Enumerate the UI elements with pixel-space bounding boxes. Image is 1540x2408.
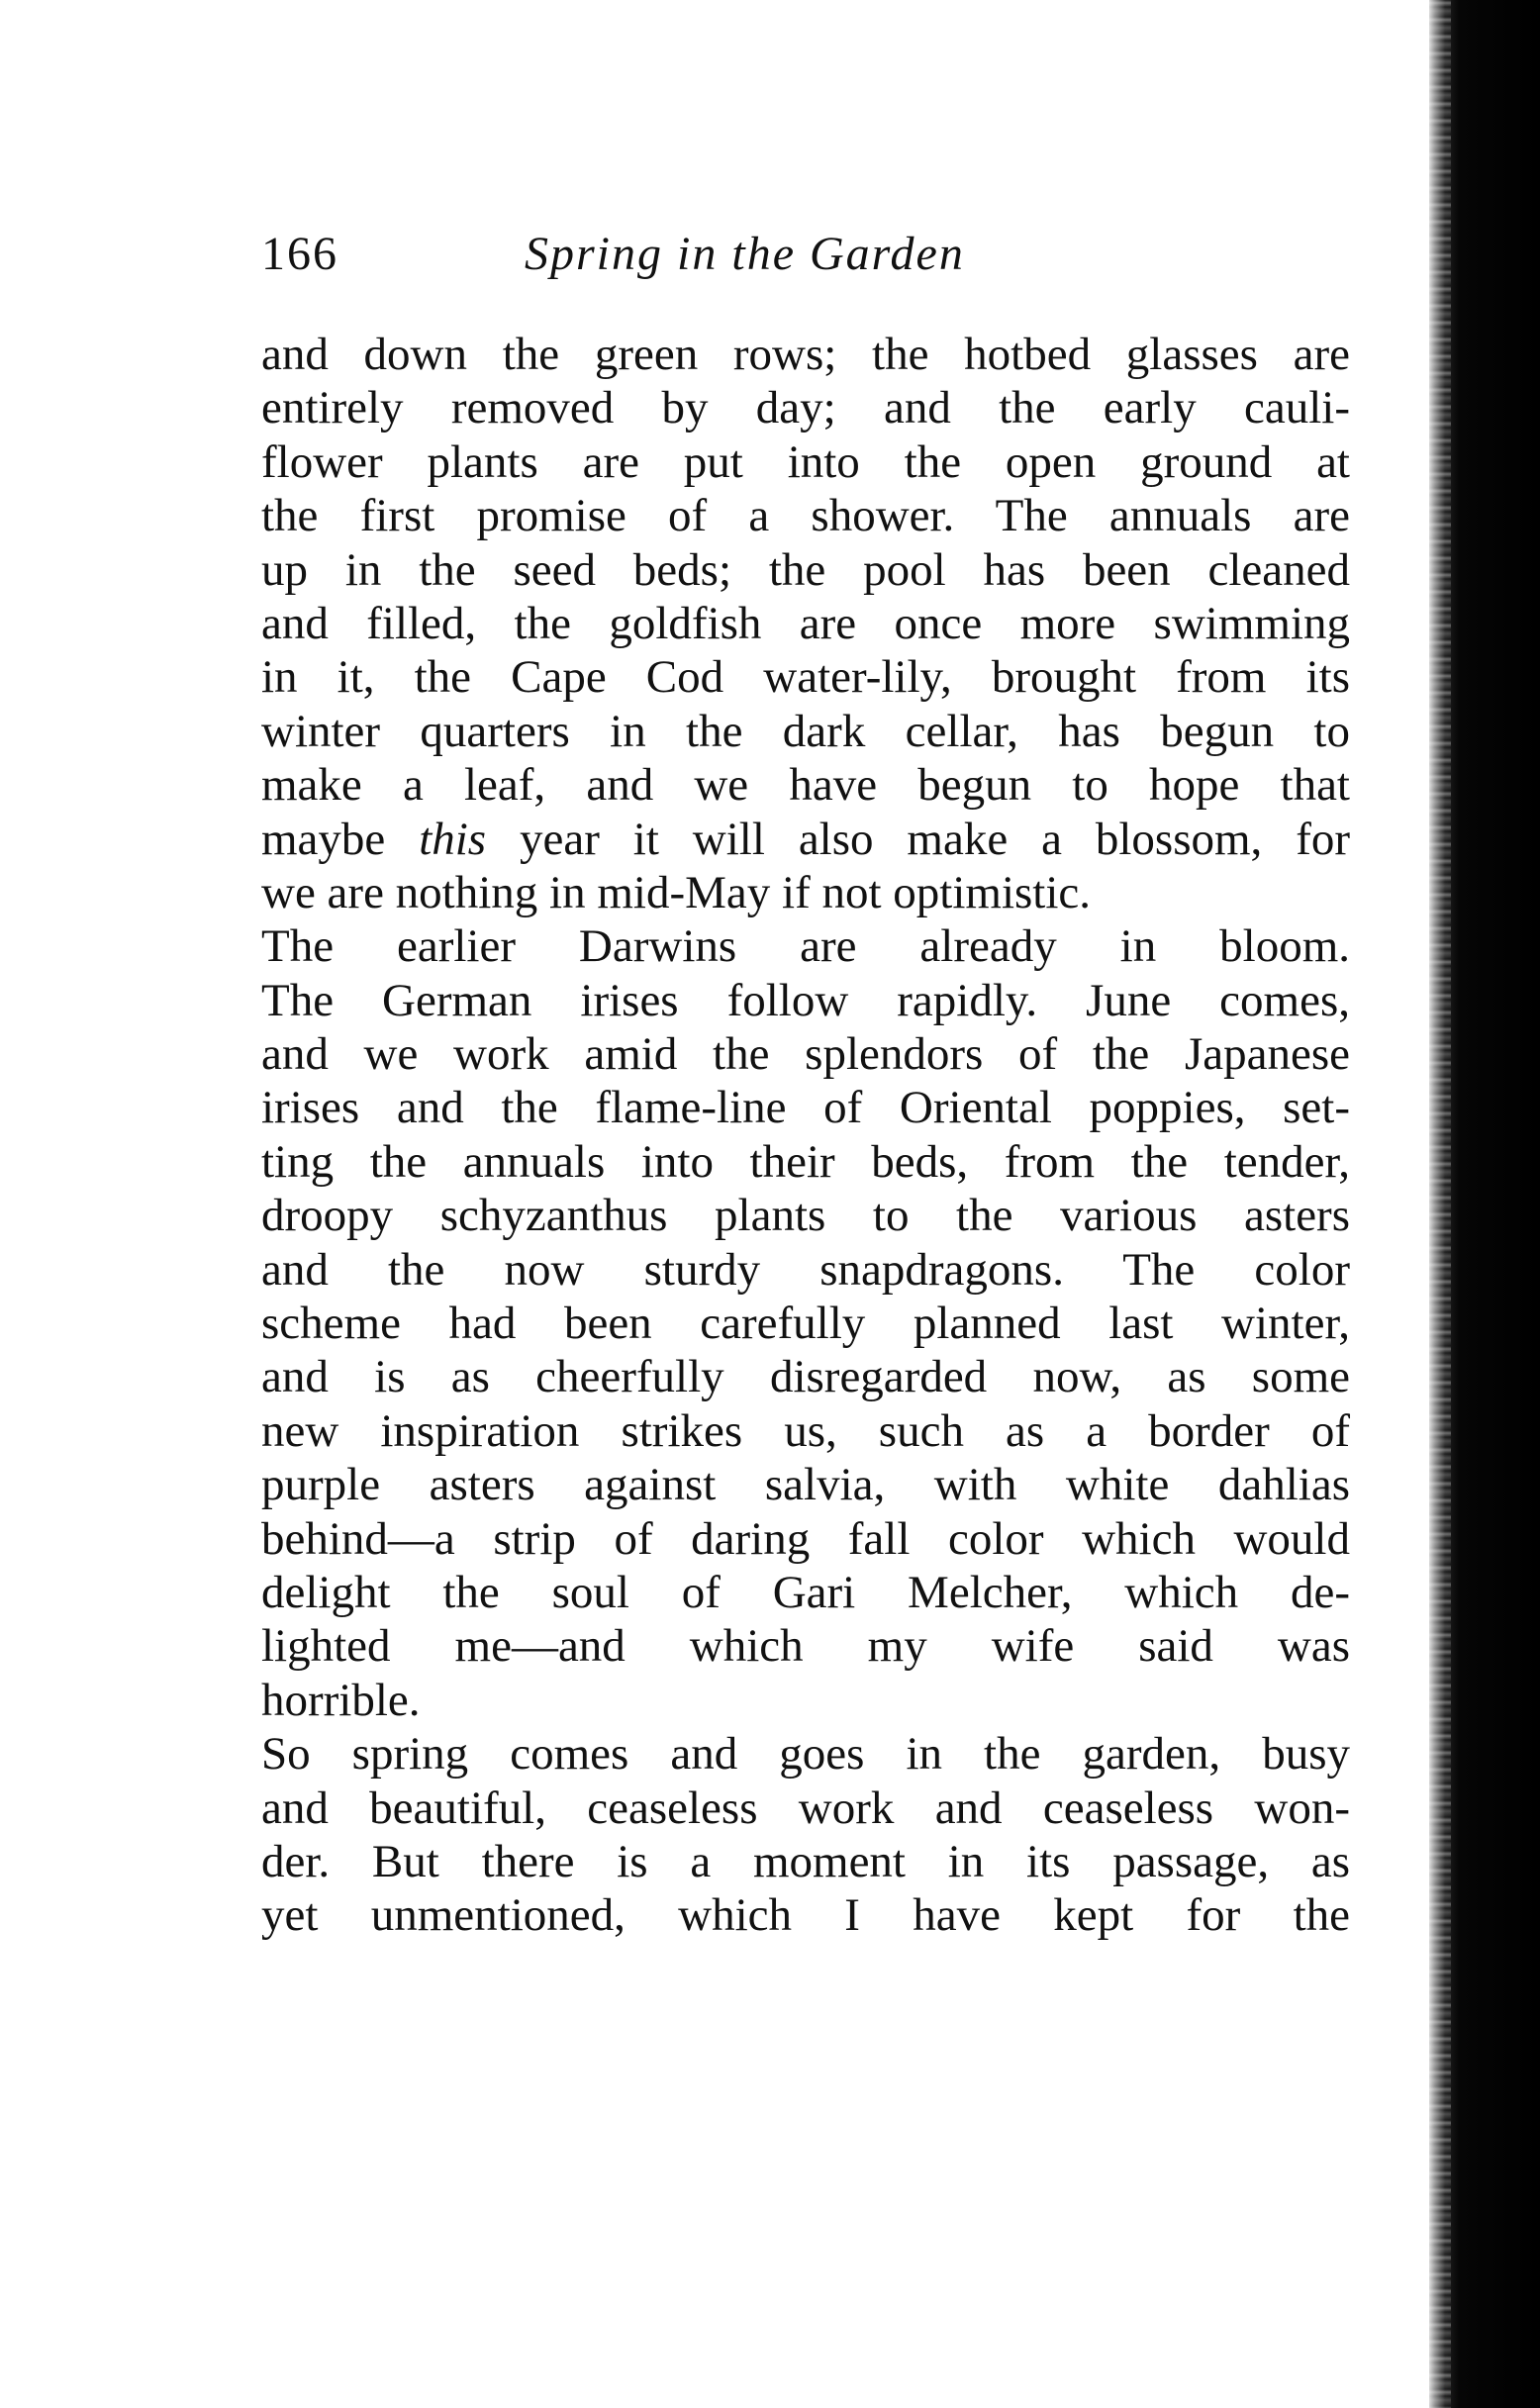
text-line: So spring comes and goes in the garden, busy [261,1728,1350,1781]
text-line: droopy schyzanthus plants to the various asters [261,1190,1350,1242]
text-line: yet unmentioned, which I have kept for the [261,1889,1350,1942]
body-text [261,328,1350,1943]
text-line: make a leaf, and we have begun to hope that [261,759,1350,812]
text-line: der. But there is a moment in its passage, as [261,1835,1350,1887]
text-line: up in the seed beds; the pool has been cleaned [261,543,1350,596]
italic-word: this [419,813,487,865]
scan-gutter-edge [1429,0,1451,2408]
text-line: and filled, the goldfish are once more swimming [261,597,1350,649]
text-line: winter quarters in the dark cellar, has begun to [261,705,1350,757]
text-line: delight the soul of Gari Melcher, which de- [261,1566,1350,1618]
text-line: and we work amid the splendors of the Japanese [261,1028,1350,1081]
text-segment: maybe [261,813,386,865]
running-title: Spring in the Garden [525,228,965,280]
text-line: and is as cheerfully disregarded now, as some [261,1351,1350,1403]
text-line: and the now sturdy snapdragons. The color [261,1243,1350,1296]
scan-gutter-shadow [1429,0,1540,2408]
paragraph-3 [261,1727,1350,1943]
text-line: scheme had been carefully planned last winter, [261,1298,1350,1350]
text-line: the first promise of a shower. The annuals are [261,490,1350,542]
page-header [261,220,1360,289]
text-segment: year it will also make a blossom, for [520,813,1351,865]
text-line-with-italic [261,813,1350,866]
text-line: The German irises follow rapidly. June comes, [261,974,1350,1026]
text-line: behind—a strip of daring fall color which would [261,1512,1350,1565]
paragraph-2 [261,919,1350,1727]
text-line: lighted me—and which my wife said was [261,1620,1350,1673]
text-line: flower plants are put into the open ground at [261,435,1350,488]
text-line: in it, the Cape Cod water-lily, brought from its [261,651,1350,704]
page-number: 166 [261,228,338,280]
text-line: we are nothing in mid-May if not optimistic. [261,866,1092,918]
paragraph-1 [261,328,1350,919]
text-line: horrible. [261,1674,421,1726]
text-line: irises and the flame-line of Oriental poppies, set- [261,1082,1350,1134]
text-line: entirely removed by day; and the early cauli- [261,382,1350,434]
text-line: purple asters against salvia, with white dahlias [261,1459,1350,1511]
text-line: ting the annuals into their beds, from the tender, [261,1135,1350,1188]
text-line: new inspiration strikes us, such as a border of [261,1404,1350,1457]
text-line: and beautiful, ceaseless work and ceaseless won- [261,1782,1350,1834]
text-line: and down the green rows; the hotbed glasses are [261,329,1350,380]
text-line: The earlier Darwins are already in bloom. [261,920,1350,973]
